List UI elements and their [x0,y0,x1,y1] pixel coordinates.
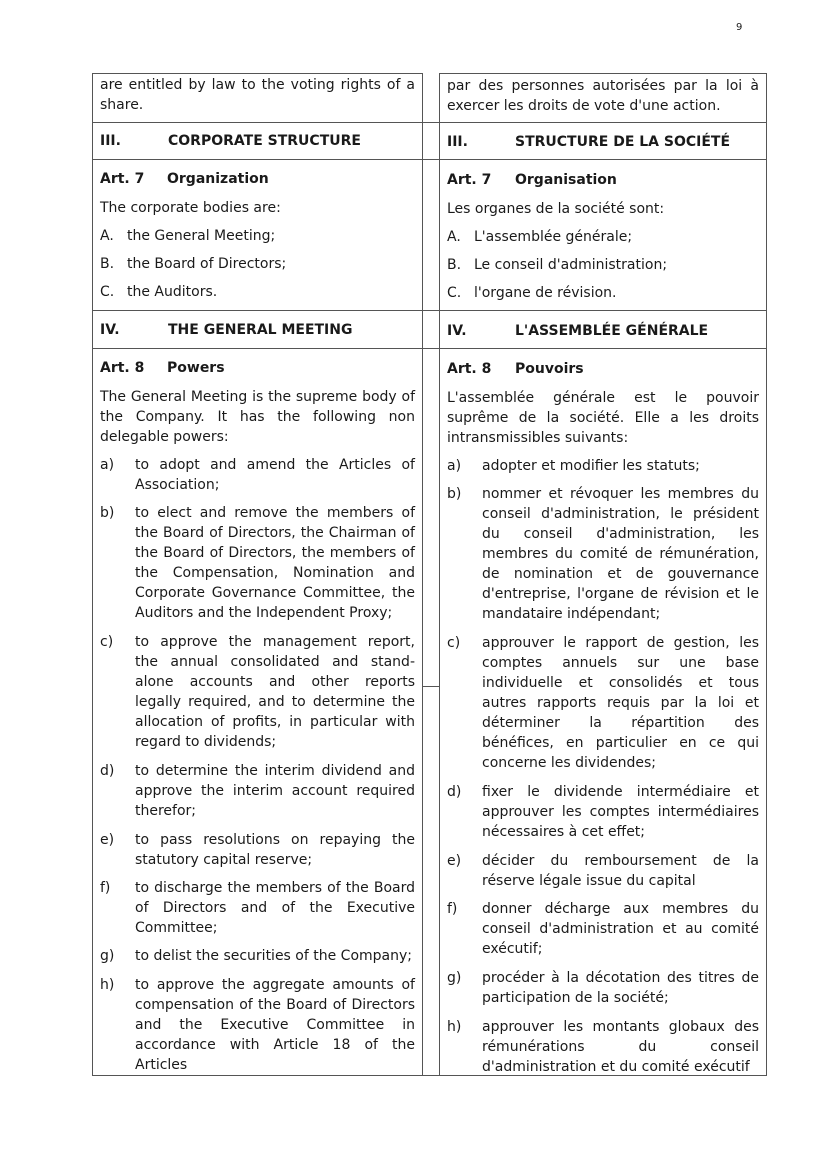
carryover-en [93,75,422,115]
section-title: L'ASSEMBLÉE GÉNÉRALE [515,323,709,339]
section-number: IV. [100,322,120,338]
section-3-heading-fr [440,132,766,152]
art-7-fr [440,170,766,303]
section-number: III. [100,133,121,149]
article-intro: Les organes de la société sont: [447,201,665,217]
article-title: Pouvoirs [515,361,584,377]
article-number: Art. 8 [100,360,145,376]
list-item: B. the Board of Directors; [100,256,287,272]
art-8-fr [440,359,766,1077]
article-number: Art. 7 [447,172,492,188]
list-item: A. the General Meeting; [100,228,276,244]
section-number: III. [447,134,468,150]
list-item: a) adopter et modifier les statuts; [447,458,700,474]
section-3-heading-en [93,131,422,151]
list-item: d) fixer le dividende intermédiaire et approuver les comptes intermédiaires nécessaires à cet effet; [447,784,759,840]
article-title: Organisation [515,172,617,188]
carryover-en-text: are entitled by law to the voting rights of a share. [100,77,415,113]
list-item: e) décider du remboursement de la réserve légale issue du capital [447,853,759,889]
section-4-heading-en [93,320,422,340]
list-item: b) to elect and remove the members of the Board of Directors, the Chairman of the Board of Directors, the members of the Compensation, Nomination and Corporate Governance Committee, the Auditors and the Independent Proxy; [100,505,415,621]
list-item: f) donner décharge aux membres du conseil d'administration et au comité exécutif; [447,901,759,957]
section-title: STRUCTURE DE LA SOCIÉTÉ [515,134,731,150]
section-4-heading-fr [440,321,766,341]
list-item: g) to delist the securities of the Company; [100,948,412,964]
carryover-fr-text: par des personnes autorisées par la loi à exercer les droits de vote d'une action. [447,78,759,114]
list-item: A. L'assemblée générale; [447,229,633,245]
list-item: B. Le conseil d'administration; [447,257,668,273]
list-item: C. the Auditors. [100,284,218,300]
article-intro: The General Meeting is the supreme body of the Company. It has the following non delegable powers: [100,389,415,445]
art-7-en [93,169,422,302]
list-item: d) to determine the interim dividend and approve the interim account required therefor; [100,763,415,819]
carryover-fr [440,76,766,116]
section-title: THE GENERAL MEETING [168,322,353,338]
list-item: a) to adopt and amend the Articles of Association; [100,457,415,493]
list-item: f) to discharge the members of the Board of Directors and of the Executive Committee; [100,880,415,936]
list-item: h) to approve the aggregate amounts of compensation of the Board of Directors and the Executive Committee in accordance with Article 18 of the Articles [100,977,415,1073]
section-number: IV. [447,323,467,339]
article-intro: L'assemblée générale est le pouvoir suprême de la société. Elle a les droits intransmissibles suivants: [447,390,759,446]
art-8-en [93,358,422,1075]
article-title: Organization [167,171,269,187]
list-item: g) procéder à la décotation des titres de participation de la société; [447,970,759,1006]
article-number: Art. 7 [100,171,145,187]
article-title: Powers [167,360,225,376]
list-item: C. l'organe de révision. [447,285,617,301]
list-item: c) to approve the management report, the annual consolidated and stand-alone accounts and other reports legally required, and to determine the allocation of profits, in particular with regard to dividends; [100,634,415,750]
article-number: Art. 8 [447,361,492,377]
list-item: e) to pass resolutions on repaying the statutory capital reserve; [100,832,415,868]
article-intro: The corporate bodies are: [100,200,281,216]
list-item: c) approuver le rapport de gestion, les comptes annuels sur une base individuelle et consolidés et tous autres rapports requis par la loi et déterminer la répartition des bénéfices, en particulier en ce qui concerne les dividendes; [447,635,759,771]
list-item: b) nommer et révoquer les membres du conseil d'administration, le président du conseil d'administration, les membres du comité de rémunération, de nomination et de gouvernance d'entreprise, l'organe de révision et le mandataire indépendant; [447,486,759,622]
page-number: 9 [736,22,743,33]
list-item: h) approuver les montants globaux des rémunérations du conseil d'administration et du comité exécutif [447,1019,759,1075]
section-title: CORPORATE STRUCTURE [168,133,361,149]
